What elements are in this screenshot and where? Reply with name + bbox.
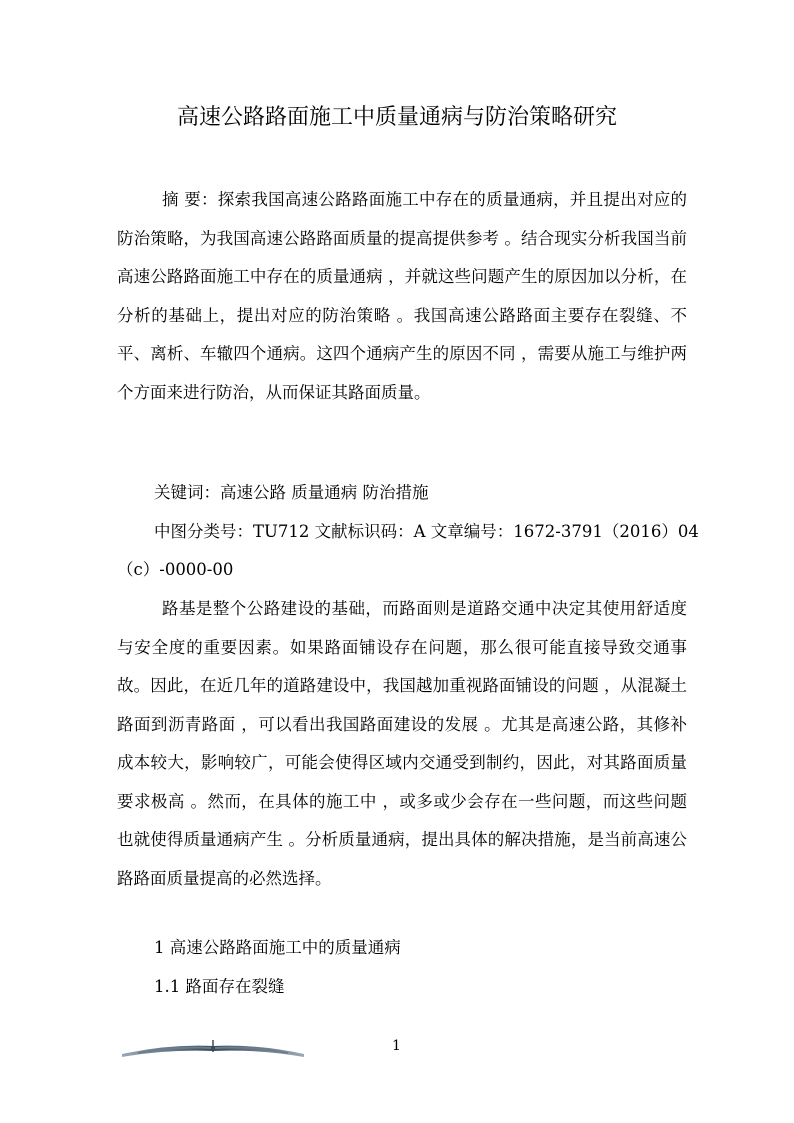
classification-line: 中图分类号：TU712 文献标识码：A 文章编号：1672-3791（2016）04 [154,522,699,541]
intro-paragraph: 路基是整个公路建设的基础，而路面则是道路交通中决定其使用舒适度与安全度的重要因素。如果路面铺设存在问题，那么很可能直接导致交通事故。因此，在近几年的道路建设中，我国越加重视路面铺设的问题 ，从混凝土路面到沥青路面 ，可以看出我国路面建设的发展 。尤其是高速公路，其修补成本较大，影响较广，可能会使得区域内交通受到制约，因此，对其路面质量要求极高 。然而，在具体的施工中 ，或多或少会存在一些问题，而这些问题也就使得质量通病产生 。分析质量通病，提出具体的解决措施，是当前高速公路路面质量提高的必然选择。 [117,599,687,888]
page-number: 1 [392,1038,401,1054]
document-title: 高速公路路面施工中质量通病与防治策略研究 [176,105,617,130]
classification-line-continued: （c）-0000-00 [117,560,234,579]
abstract-paragraph: 摘 要：探索我国高速公路路面施工中存在的质量通病，并且提出对应的防治策略，为我国高速公路路面质量的提高提供参考 。结合现实分析我国当前高速公路路面施工中存在的质量通病 ，并就这些问题产生的原因加以分析，在分析的基础上，提出对应的防治策略 。我国高速公路路面主要存在裂缝、不平、离析、车辙四个通病。这四个通病产生的原因不同 ，需要从施工与维护两个方面来进行防治，从而保证其路面质量。 [117,190,687,402]
section-heading: 1 高速公路路面施工中的质量通病 [154,938,401,957]
subsection-heading: 1.1 路面存在裂缝 [154,977,285,996]
keywords-line: 关键词：高速公路 质量通病 防治措施 [154,483,429,502]
open-book-icon [118,1036,308,1060]
